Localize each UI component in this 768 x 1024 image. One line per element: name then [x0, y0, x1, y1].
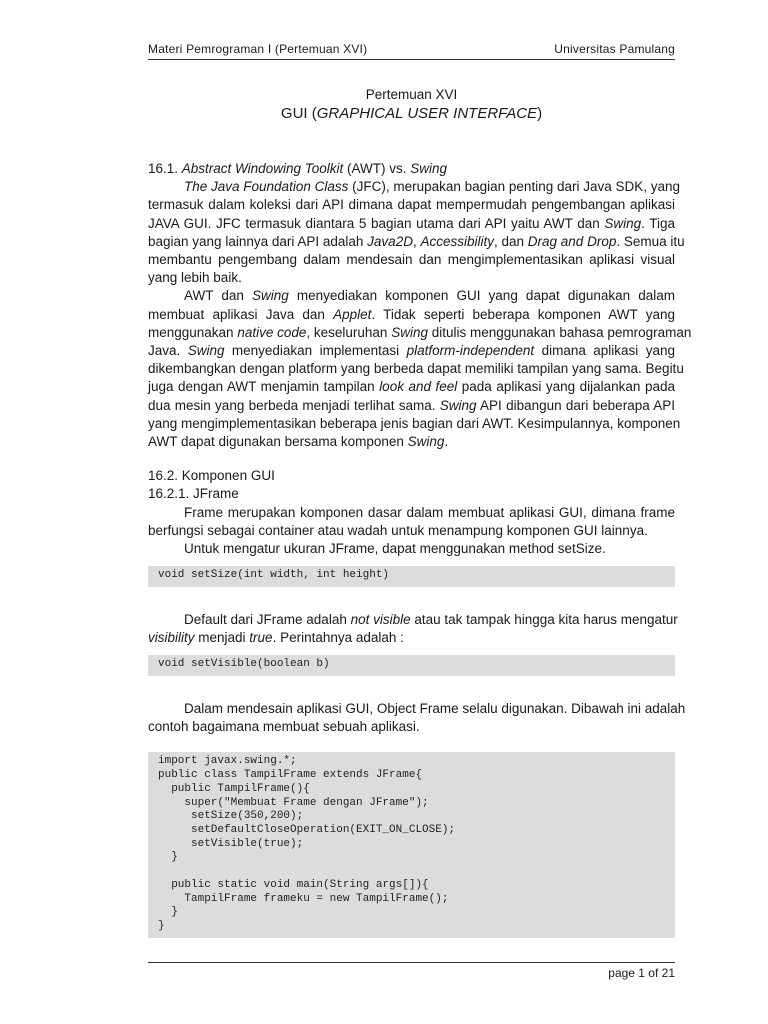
paragraph-setsize: Untuk mengatur ukuran JFrame, dapat menggunakan method setSize.: [184, 541, 606, 557]
paragraph-visibility: [148, 611, 678, 647]
section-heading-16-2: 16.2. Komponen GUI: [148, 468, 275, 484]
document-body: [148, 160, 692, 938]
page-header: [148, 42, 675, 60]
paragraph-line: JAVA GUI. JFC termasuk diantara 5 bagian utama dari API yaitu AWT dan Swing. Tiga: [148, 215, 675, 231]
paragraph-example: [148, 700, 686, 736]
paragraph-jfc: [148, 178, 685, 287]
code-block-setvisible: void setVisible(boolean b): [148, 655, 675, 676]
paragraph-line: The Java Foundation Class (JFC), merupakan bagian penting dari Java SDK, yang: [184, 179, 681, 195]
paragraph-awt-swing: [148, 287, 692, 451]
paragraph-line: yang mengimplementasikan beberapa jenis bagian dari AWT. Kesimpulannya, komponen: [148, 415, 681, 431]
header-course-title: Materi Pemrograman I (Pertemuan XVI): [148, 42, 368, 56]
paragraph-line: membuat aplikasi Java dan Applet. Tidak seperti beberapa komponen AWT yang: [148, 306, 675, 322]
page-footer: [148, 962, 675, 980]
paragraph-line: AWT dan Swing menyediakan komponen GUI yang dapat digunakan dalam: [184, 288, 676, 304]
paragraph-line: juga dengan AWT menjamin tampilan look and feel pada aplikasi yang dijalankan pada: [148, 379, 675, 395]
meeting-title: Pertemuan XVI: [365, 87, 458, 102]
code-block-setsize: void setSize(int width, int height): [148, 566, 675, 587]
header-university: Universitas Pamulang: [554, 42, 675, 56]
paragraph-line: AWT dapat digunakan bersama komponen Swing.: [148, 434, 449, 450]
page-number: page 1 of 21: [608, 966, 675, 980]
paragraph-line: termasuk dalam koleksi dari API dimana dapat mempermudah pengembangan aplikasi: [148, 197, 675, 213]
paragraph-line: bagian yang lainnya dari API adalah Java2D, Accessibility, dan Drag and Drop. Semua itu: [148, 233, 685, 249]
paragraph-line: Default dari JFrame adalah not visible atau tak tampak hingga kita harus mengatur: [184, 611, 678, 627]
paragraph-line: yang lebih baik.: [148, 270, 242, 286]
title-block: [148, 86, 675, 124]
paragraph-line: berfungsi sebagai container atau wadah untuk menampung komponen GUI lainnya.: [148, 522, 648, 538]
paragraph-frame: [148, 504, 675, 540]
paragraph-line: Java. Swing menyediakan implementasi platform-independent dimana aplikasi yang: [148, 343, 675, 359]
paragraph-line: Frame merupakan komponen dasar dalam membuat aplikasi GUI, dimana frame: [184, 504, 675, 520]
paragraph-line: dikembangkan dengan platform yang berbeda dapat memiliki tampilan yang sama. Begitu: [148, 361, 684, 377]
paragraph-line: membantu pengembang dalam mendesain dan mengimplementasikan aplikasi visual: [148, 252, 675, 268]
paragraph-line: contoh bagaimana membuat sebuah aplikasi.: [148, 719, 420, 735]
paragraph-line: Dalam mendesain aplikasi GUI, Object Frame selalu digunakan. Dibawah ini adalah: [184, 701, 686, 717]
code-block-tampilframe: import javax.swing.*; public class TampilFrame extends JFrame{ public TampilFrame(){ super("Membuat Frame dengan JFrame"); setSize(350,200); setDefaultCloseOperation(EXIT_ON_CLOSE); setVisible(true); } public static void main(String args[]){ TampilFrame frameku = new TampilFrame(); } }: [148, 752, 675, 937]
subsection-heading-jframe: 16.2.1. JFrame: [148, 486, 239, 502]
paragraph-line: visibility menjadi true. Perintahnya adalah :: [148, 630, 404, 646]
section-heading-16-1: 16.1. Abstract Windowing Toolkit (AWT) vs. Swing: [148, 161, 448, 176]
paragraph-line: dua mesin yang berbeda menjadi terlihat sama. Swing API dibangun dari beberapa API: [148, 397, 675, 413]
paragraph-line: menggunakan native code, keseluruhan Swing ditulis menggunakan bahasa pemrograman: [148, 324, 692, 340]
chapter-title: GUI (GRAPHICAL USER INTERFACE): [280, 105, 543, 122]
